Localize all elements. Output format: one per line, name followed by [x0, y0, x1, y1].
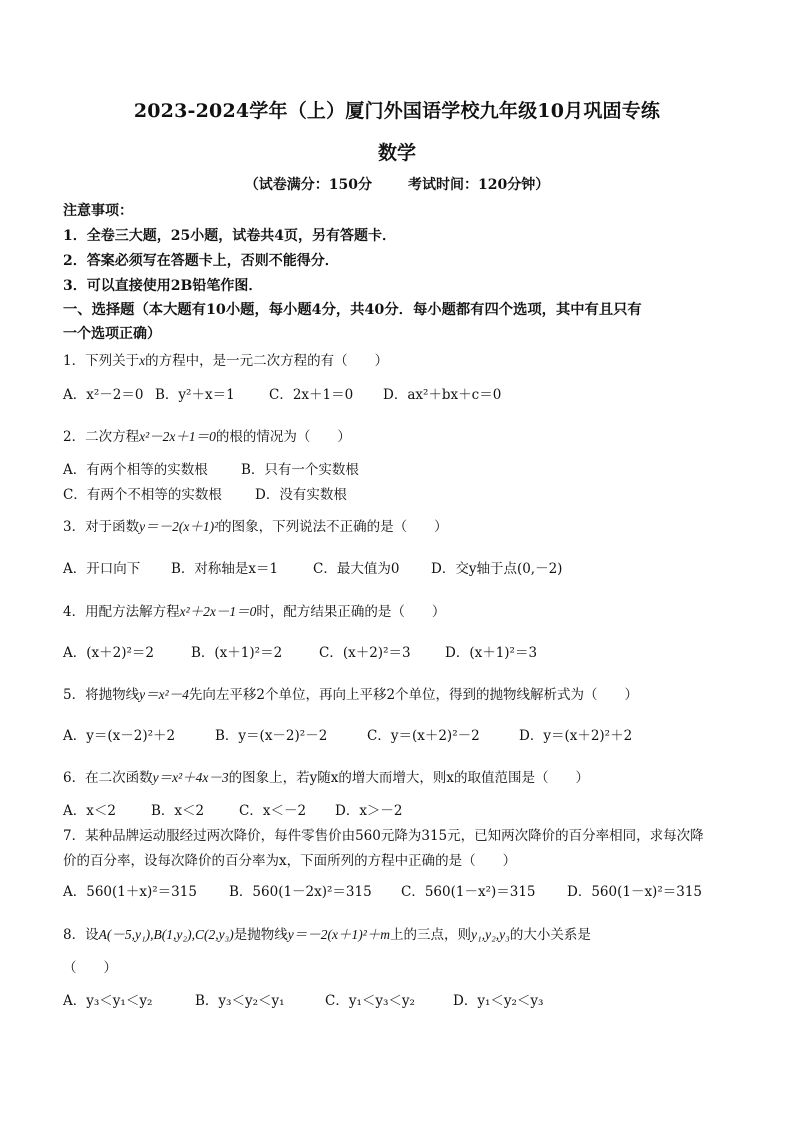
- question-6-stem: 6．在二次函数y＝x²＋4x－3的图象上，若y随x的增大而增大，则x的取值范围是（ ）: [63, 770, 589, 786]
- q1-option-c: C．2x＋1＝0: [269, 387, 354, 403]
- question-2-options-row2: [63, 483, 347, 503]
- q7-option-d: D．560(1－x)²＝315: [567, 884, 703, 900]
- full-score: （试卷满分：150分: [244, 177, 372, 193]
- q5-option-d: D．y＝(x＋2)²＋2: [519, 728, 633, 744]
- q2-option-a: A．有两个相等的实数根: [63, 462, 208, 478]
- note-item-1: 1．全卷三大题，25小题，试卷共4页，另有答题卡．: [63, 228, 396, 244]
- question-8-options: [63, 989, 543, 1009]
- question-7-options: [63, 880, 702, 900]
- question-2-options-row1: [63, 458, 359, 478]
- exam-time: 考试时间：120分钟）: [408, 177, 550, 193]
- q4-option-d: D．(x＋1)²＝3: [445, 645, 538, 661]
- q3-option-b: B．对称轴是x＝1: [171, 561, 279, 577]
- question-4-options: [63, 641, 537, 661]
- q6-option-c: C．x＜－2: [239, 803, 307, 819]
- section-heading-line2: 一个选项正确）: [63, 326, 161, 342]
- q3-option-c: C．最大值为0: [313, 561, 400, 577]
- question-7-stem-line2: 价的百分率，设每次降价的百分率为x，下面所列的方程中正确的是（ ）: [63, 853, 517, 869]
- q1-option-d: D．ax²＋bx＋c＝0: [383, 387, 502, 403]
- q3-option-a: A．开口向下: [63, 561, 141, 577]
- q8-option-c: C．y₁＜y₃＜y₂: [325, 993, 415, 1009]
- question-3-stem: 3．对于函数y＝－2(x＋1)²的图象，下列说法不正确的是（ ）: [63, 519, 448, 535]
- question-7-stem-line1: 7．某种品牌运动服经过两次降价，每件零售价由560元降为315元，已知两次降价的百分率相同，求每次降: [63, 828, 704, 844]
- question-5-stem: 5．将抛物线y＝x²－4先向左平移2个单位，再向上平移2个单位，得到的抛物线解析式为（ ）: [63, 687, 639, 703]
- q5-option-c: C．y＝(x＋2)²－2: [367, 728, 480, 744]
- q7-option-b: B．560(1－2x)²＝315: [229, 884, 372, 900]
- question-4-stem: 4．用配方法解方程x²＋2x－1＝0时，配方结果正确的是（ ）: [63, 604, 446, 620]
- q2-option-c: C．有两个不相等的实数根: [63, 487, 222, 503]
- q8-option-a: A．y₃＜y₁＜y₂: [63, 993, 153, 1009]
- q7-option-c: C．560(1－x²)＝315: [401, 884, 536, 900]
- q4-option-a: A．(x＋2)²＝2: [63, 645, 154, 661]
- q5-option-a: A．y＝(x－2)²＋2: [63, 728, 176, 744]
- q4-option-c: C．(x＋2)²＝3: [319, 645, 411, 661]
- section-heading-line1: 一、选择题（本大题有10小题，每小题4分，共40分．每小题都有四个选项，其中有且只有: [63, 302, 642, 318]
- q8-option-b: B．y₃＜y₂＜y₁: [195, 993, 285, 1009]
- question-6-options: [63, 799, 403, 819]
- q6-option-b: B．x＜2: [151, 803, 205, 819]
- question-5-options: [63, 724, 632, 744]
- question-8-stem: 8．设A(－5,y₁),B(1,y₂),C(2,y₃)是抛物线y＝－2(x＋1)²＋m上的三点，则y₁,y₂,y₃的大小关系是: [63, 927, 591, 943]
- q1-option-b: B．y²＋x＝1: [155, 387, 235, 403]
- question-1-options: [63, 383, 501, 403]
- q2-option-d: D．没有实数根: [255, 487, 347, 503]
- q4-option-b: B．(x＋1)²＝2: [191, 645, 283, 661]
- question-2-stem: 2．二次方程x²－2x＋1＝0的根的情况为（ ）: [63, 429, 351, 445]
- question-1-stem: 1．下列关于x的方程中，是一元二次方程的有（ ）: [63, 353, 389, 369]
- question-3-options: [63, 557, 562, 577]
- page-title: 2023-2024学年（上）厦门外国语学校九年级10月巩固专练: [133, 100, 661, 122]
- exam-info: [0, 174, 794, 194]
- q6-option-a: A．x＜2: [63, 803, 116, 819]
- q5-option-b: B．y＝(x－2)²－2: [215, 728, 328, 744]
- q1-option-a: A．x²－2＝0: [63, 387, 144, 403]
- q3-option-d: D．交y轴于点(0,－2): [431, 561, 563, 577]
- q8-option-d: D．y₁＜y₂＜y₃: [453, 993, 544, 1009]
- notes-heading: 注意事项：: [63, 203, 133, 219]
- q7-option-a: A．560(1＋x)²＝315: [63, 884, 197, 900]
- q2-option-b: B．只有一个实数根: [241, 462, 359, 478]
- subject-heading: 数学: [377, 142, 416, 164]
- note-item-3: 3．可以直接使用2B铅笔作图．: [63, 278, 263, 294]
- q6-option-d: D．x＞－2: [335, 803, 403, 819]
- note-item-2: 2．答案必须写在答题卡上，否则不能得分．: [63, 253, 339, 269]
- question-8-stem-line2: （ ）: [63, 960, 117, 976]
